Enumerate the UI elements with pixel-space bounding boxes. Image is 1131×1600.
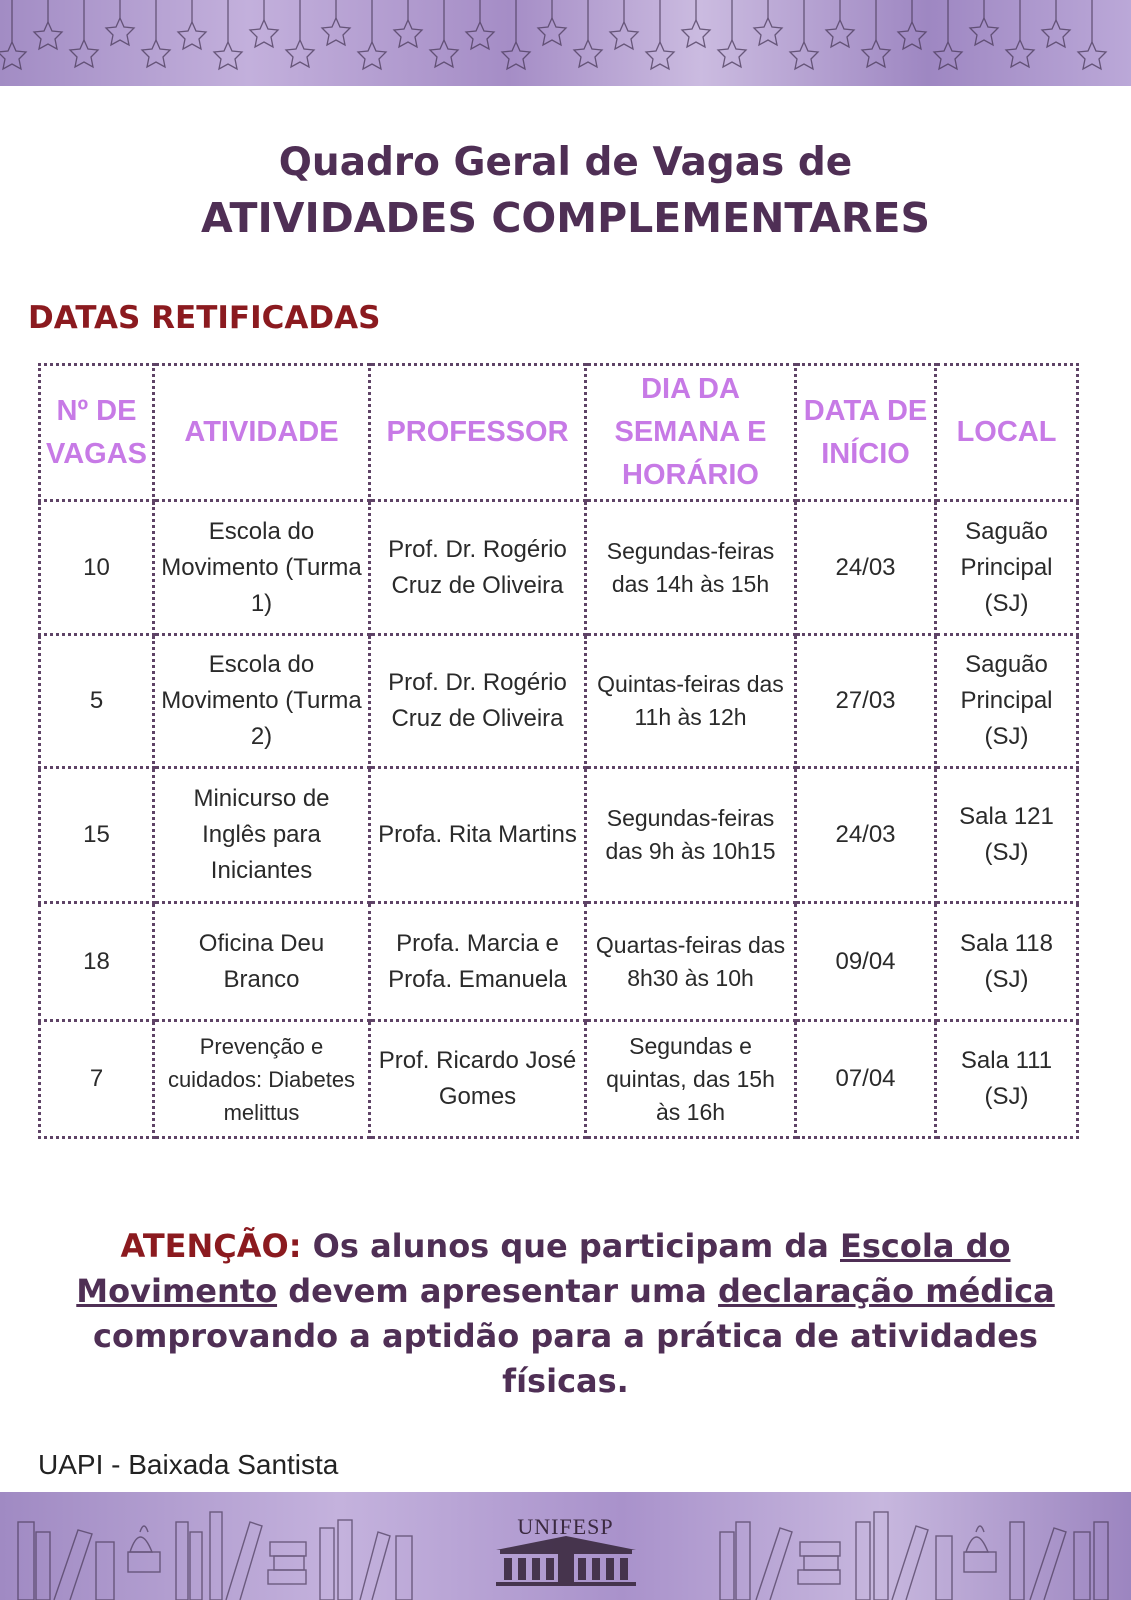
cell-vagas: 10 <box>40 501 154 635</box>
column-header-local: LOCAL <box>936 365 1078 501</box>
cell-local: Sala 118 (SJ) <box>936 903 1078 1021</box>
cell-vagas: 15 <box>40 768 154 903</box>
table-row <box>40 768 1078 903</box>
cell-vagas: 18 <box>40 903 154 1021</box>
notice-declaracao-medica: declaração médica <box>718 1272 1055 1310</box>
column-header-vagas: Nº DE VAGAS <box>40 365 154 501</box>
cell-data-inicio: 27/03 <box>796 635 936 768</box>
column-header-horario: DIA DA SEMANA E HORÁRIO <box>586 365 796 501</box>
notice-text-1: Os alunos que participam da <box>301 1227 840 1265</box>
notice-text-3: comprovando a aptidão para a prática de atividades físicas. <box>93 1317 1038 1400</box>
schedule-table <box>38 363 1079 1139</box>
column-header-atividade: ATIVIDADE <box>154 365 370 501</box>
unifesp-logo-text: UNIFESP <box>517 1514 614 1539</box>
cell-vagas: 7 <box>40 1021 154 1138</box>
table-row <box>40 635 1078 768</box>
table-row <box>40 1021 1078 1138</box>
cell-professor: Prof. Dr. Rogério Cruz de Oliveira <box>370 635 586 768</box>
table-header-row <box>40 365 1078 501</box>
cell-horario: Segundas-feiras das 14h às 15h <box>586 501 796 635</box>
cell-professor: Profa. Rita Martins <box>370 768 586 903</box>
hanging-stars-decoration <box>0 0 1131 86</box>
cell-atividade: Escola do Movimento (Turma 2) <box>154 635 370 768</box>
cell-local: Saguão Principal (SJ) <box>936 501 1078 635</box>
column-header-professor: PROFESSOR <box>370 365 586 501</box>
notice-text-2: devem apresentar uma <box>277 1272 719 1310</box>
cell-horario: Quartas-feiras das 8h30 às 10h <box>586 903 796 1021</box>
column-header-data-inicio: DATA DE INÍCIO <box>796 365 936 501</box>
unifesp-building-icon <box>496 1536 636 1586</box>
cell-horario: Segundas e quintas, das 15h às 16h <box>586 1021 796 1138</box>
cell-atividade: Escola do Movimento (Turma 1) <box>154 501 370 635</box>
cell-horario: Quintas-feiras das 11h às 12h <box>586 635 796 768</box>
cell-horario: Segundas-feiras das 9h às 10h15 <box>586 768 796 903</box>
notice-escola-movimento: Escola do Movimento <box>76 1227 1011 1310</box>
cell-data-inicio: 07/04 <box>796 1021 936 1138</box>
cell-professor: Prof. Dr. Rogério Cruz de Oliveira <box>370 501 586 635</box>
cell-atividade: Prevenção e cuidados: Diabetes melittus <box>154 1021 370 1138</box>
cell-data-inicio: 24/03 <box>796 501 936 635</box>
cell-local: Saguão Principal (SJ) <box>936 635 1078 768</box>
cell-professor: Prof. Ricardo José Gomes <box>370 1021 586 1138</box>
footer-unit: UAPI - Baixada Santista <box>38 1449 339 1480</box>
attention-notice <box>40 1224 1091 1404</box>
cell-data-inicio: 09/04 <box>796 903 936 1021</box>
cell-vagas: 5 <box>40 635 154 768</box>
rectified-dates-label: DATAS RETIFICADAS <box>28 300 381 336</box>
page-title-line2: ATIVIDADES COMPLEMENTARES <box>200 194 931 242</box>
table-row <box>40 501 1078 635</box>
cell-atividade: Minicurso de Inglês para Iniciantes <box>154 768 370 903</box>
cell-local: Sala 121 (SJ) <box>936 768 1078 903</box>
cell-data-inicio: 24/03 <box>796 768 936 903</box>
bottom-decorative-band <box>0 1492 1131 1600</box>
top-decorative-band <box>0 0 1131 86</box>
bookshelf-decoration <box>0 1492 1131 1600</box>
page-title-line1: Quadro Geral de Vagas de <box>278 140 853 185</box>
cell-local: Sala 111 (SJ) <box>936 1021 1078 1138</box>
attention-label: ATENÇÃO: <box>120 1227 302 1265</box>
table-row <box>40 903 1078 1021</box>
cell-professor: Profa. Marcia e Profa. Emanuela <box>370 903 586 1021</box>
cell-atividade: Oficina Deu Branco <box>154 903 370 1021</box>
